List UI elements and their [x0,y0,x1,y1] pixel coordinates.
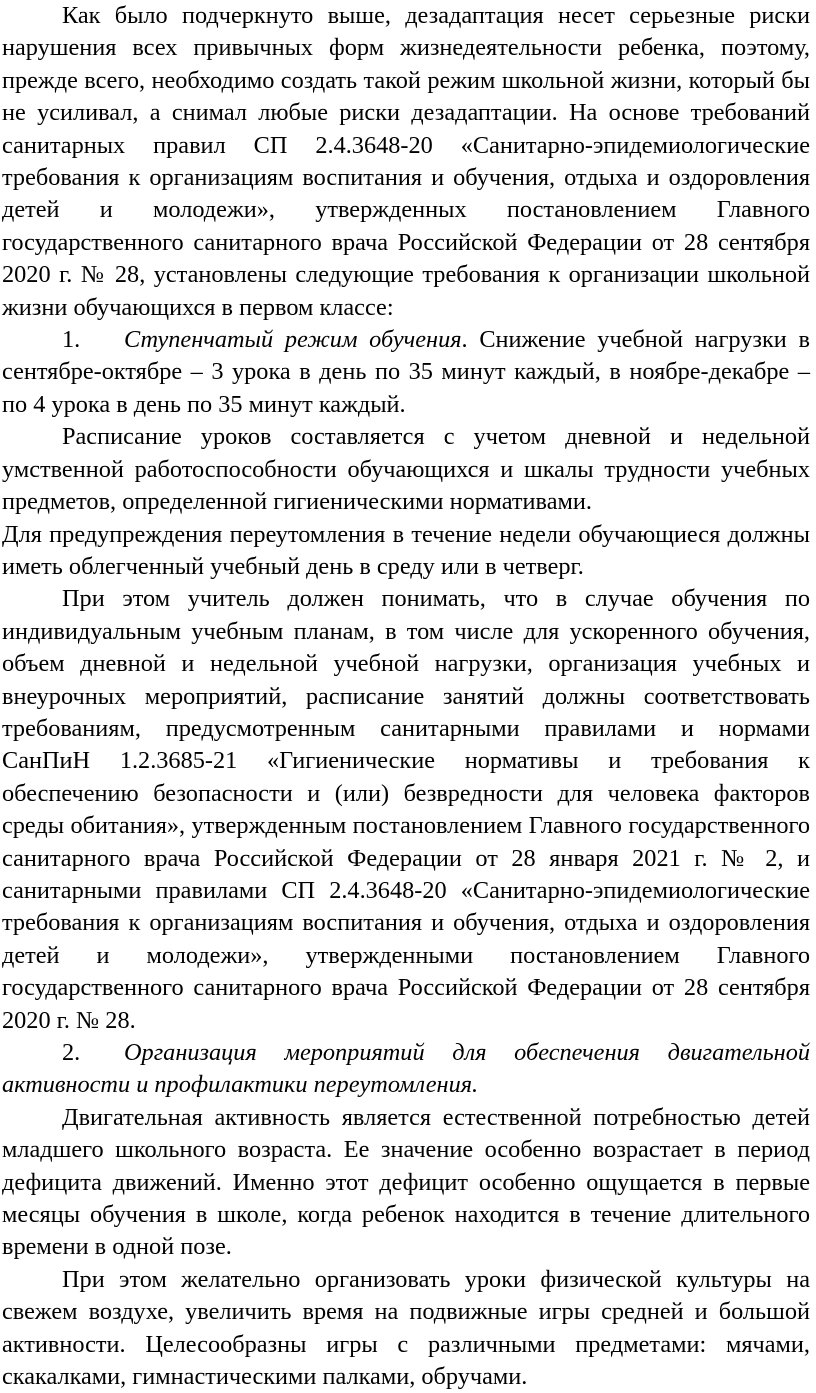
paragraph-outdoor-lessons: При этом желательно организовать уроки физической культуры на свежем воздухе, увеличить время на подвижные игры средней и большой активности. Целесообразны игры с различными предметами: мячами, скакалками, гимнастическими палками, обручами. [2,1265,810,1391]
paragraph-motor-activity: Двигательная активность является естественной потребностью детей младшего школьного возраста. Ее значение особенно возрастает в период дефицита движений. Именно этот дефицит особенно ощущается в первые месяцы обучения в школе, когда ребенок находится в течение длительного времени в одной позе. [2,1103,810,1261]
paragraph-individual-plans: При этом учитель должен понимать, что в случае обучения по индивидуальным учебным планам, в том числе для ускоренного обучения, объем дневной и недельной учебной нагрузки, организация учебных и внеурочных мероприятий, расписание занятий должны соответствовать требованиям, предусмотренным санитарными правилами и нормами СанПиН 1.2.3685-21 «Гигиенические нормативы и требования к обеспечению безопасности и (или) безвредности для человека факторов среды обитания», утвержденным постановлением Главного государственного санитарного врача Российской Федерации от 28 января 2021 г. № 2, и санитарными правилами СП 2.4.3648-20 «Санитарно-эпидемиологические требования к организациям воспитания и обучения, отдыха и оздоровления детей и молодежи», утвержденными постановлением Главного государственного санитарного врача Российской Федерации от 28 сентября 2020 г. № 28. [2,585,810,1034]
paragraph-intro: Как было подчеркнуто выше, дезадаптация несет серьезные риски нарушения всех привычных форм жизнедеятельности ребенка, поэтому, прежде всего, необходимо создать такой режим школьной жизни, который бы не усиливал, а снимал любые риски дезадаптации. На основе требований санитарных правил СП 2.4.3648-20 «Санитарно-эпидемиологические требования к организациям воспитания и обучения, отдыха и оздоровления детей и молодежи», утвержденных постановлением Главного государственного санитарного врача Российской Федерации от 28 сентября 2020 г. № 28, установлены следующие требования к организации школьной жизни обучающихся в первом классе: [2,2,810,321]
list-item-1 [2,324,810,421]
list-item-2 [2,1037,810,1102]
list-item-1-title: Ступенчатый режим обучения [124,326,462,354]
list-item-2-number: 2. [62,1039,81,1066]
paragraph-schedule: Расписание уроков составляется с учетом дневной и недельной умственной работоспособности обучающихся и шкалы трудности учебных предметов, определенной гигиеническими нормативами. [2,423,810,516]
list-item-2-title: Организация мероприятий для обеспечения двигательной активности и профилактики переутомления. [2,1039,810,1099]
paragraph-light-day: Для предупреждения переутомления в течение недели обучающиеся должны иметь облегченный учебный день в среду или в четверг. [2,520,810,580]
list-item-1-text: . Снижение учебной нагрузки в сентябре-октябре – 3 урока в день по 35 минут каждый, в ноябре-декабре – по 4 урока в день по 35 минут каждый. [2,326,810,418]
list-item-1-number: 1. [62,326,81,354]
